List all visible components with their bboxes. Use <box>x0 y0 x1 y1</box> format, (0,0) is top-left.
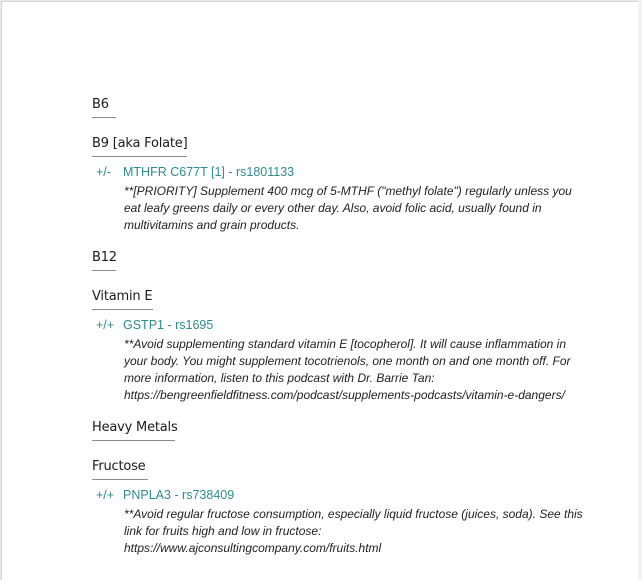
heading-rule-b9 <box>92 156 187 157</box>
heading-b6: B6 <box>92 97 109 112</box>
scrollbar[interactable] <box>638 0 642 580</box>
note-line: **Avoid supplementing standard vitamin E [tocopherol]. It will cause inflammation in <box>124 337 567 351</box>
note-line: **Avoid regular fructose consumption, especially liquid fructose (juices, soda). See this <box>124 507 583 521</box>
note-line: link for fruits high and low in fructose: <box>124 524 322 538</box>
gene-note-gstp1 <box>124 336 574 404</box>
gene-note-mthfr <box>124 183 574 234</box>
gene-row-mthfr <box>96 165 294 179</box>
gene-link-pnpla3[interactable]: PNPLA3 - rs738409 <box>123 488 235 502</box>
heading-fructose: Fructose <box>92 459 146 474</box>
heading-rule-b12 <box>92 270 116 271</box>
gene-row-pnpla3 <box>96 488 234 502</box>
note-line: your body. You might supplement tocotrienols, one month on and one month off. For <box>124 354 571 368</box>
heading-b9: B9 [aka Folate] <box>92 136 188 151</box>
heading-rule-vitamin-e <box>92 309 153 310</box>
heading-rule-heavy-metals <box>92 440 175 441</box>
note-line: **[PRIORITY] Supplement 400 mcg of 5-MTHF ("methyl folate") regularly unless you <box>124 184 572 198</box>
gene-note-pnpla3 <box>124 506 583 557</box>
heading-vitamin-e: Vitamin E <box>92 289 153 304</box>
heading-b12: B12 <box>92 250 117 265</box>
heading-rule-b6 <box>92 117 116 118</box>
genotype-label: +/- <box>96 165 111 179</box>
note-line: multivitamins and grain products. <box>124 218 300 232</box>
note-line: https://bengreenfieldfitness.com/podcast/supplements-podcasts/vitamin-e-dangers/ <box>124 388 565 402</box>
gene-row-gstp1 <box>96 318 213 332</box>
note-line: eat leafy greens daily or every other day. Also, avoid folic acid, usually found in <box>124 201 542 215</box>
note-line: more information, listen to this podcast with Dr. Barrie Tan: <box>124 371 435 385</box>
genotype-label: +/+ <box>96 488 115 502</box>
heading-rule-fructose <box>92 479 148 480</box>
note-line: https://www.ajconsultingcompany.com/fruits.html <box>124 541 382 555</box>
gene-link-mthfr[interactable]: MTHFR C677T [1] - rs1801133 <box>123 165 295 179</box>
genotype-label: +/+ <box>96 318 115 332</box>
gene-link-gstp1[interactable]: GSTP1 - rs1695 <box>123 318 214 332</box>
heading-heavy-metals: Heavy Metals <box>92 420 178 435</box>
